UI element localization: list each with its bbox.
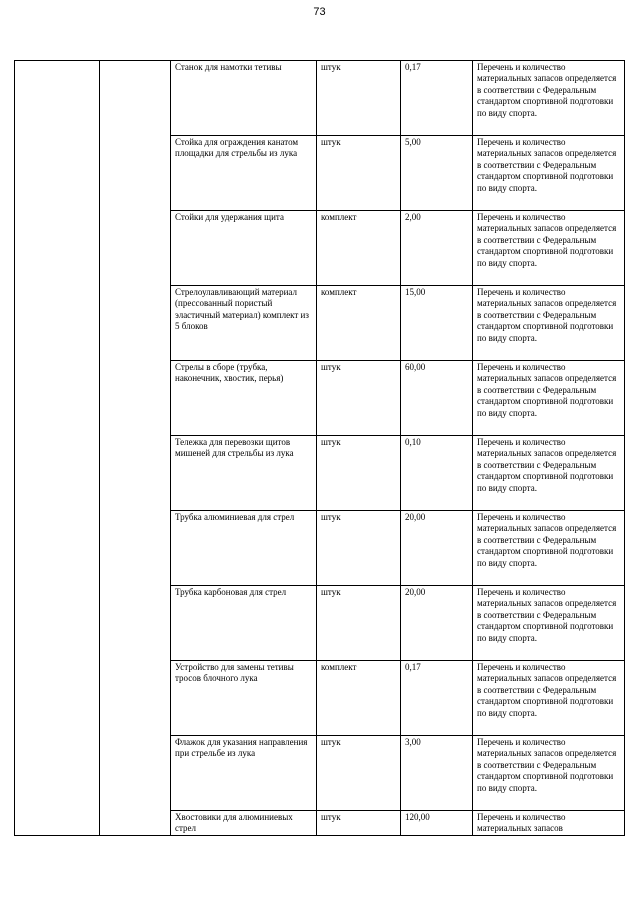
item-name-cell: Тележка для перевозки щитов мишеней для стрельбы из лука (171, 436, 317, 511)
note-cell: Перечень и количество материальных запасов определяется в соответствии с Федеральным стандартом спортивной подготовки по виду спорта. (473, 736, 625, 811)
item-name-cell: Устройство для замены тетивы тросов блочного лука (171, 661, 317, 736)
item-name-cell: Стрелы в сборе (трубка, наконечник, хвостик, перья) (171, 361, 317, 436)
note-cell: Перечень и количество материальных запасов определяется в соответствии с Федеральным стандартом спортивной подготовки по виду спорта. (473, 511, 625, 586)
note-cell: Перечень и количество материальных запасов определяется в соответствии с Федеральным стандартом спортивной подготовки по виду спорта. (473, 436, 625, 511)
empty-cell-col2 (100, 61, 171, 836)
note-cell: Перечень и количество материальных запасов определяется в соответствии с Федеральным стандартом спортивной подготовки по виду спорта. (473, 286, 625, 361)
table-row (15, 61, 625, 136)
unit-cell: штук (317, 61, 401, 136)
quantity-cell: 15,00 (401, 286, 473, 361)
quantity-cell: 0,10 (401, 436, 473, 511)
item-name-cell: Стойка для ограждения канатом площадки для стрельбы из лука (171, 136, 317, 211)
note-cell: Перечень и количество материальных запасов определяется в соответствии с Федеральным стандартом спортивной подготовки по виду спорта. (473, 136, 625, 211)
note-cell: Перечень и количество материальных запасов определяется в соответствии с Федеральным стандартом спортивной подготовки по виду спорта. (473, 361, 625, 436)
quantity-cell: 60,00 (401, 361, 473, 436)
equipment-table (14, 60, 625, 836)
unit-cell: штук (317, 436, 401, 511)
unit-cell: штук (317, 811, 401, 836)
unit-cell: штук (317, 511, 401, 586)
unit-cell: штук (317, 136, 401, 211)
quantity-cell: 120,00 (401, 811, 473, 836)
quantity-cell: 0,17 (401, 61, 473, 136)
quantity-cell: 3,00 (401, 736, 473, 811)
note-cell: Перечень и количество материальных запасов определяется в соответствии с Федеральным стандартом спортивной подготовки по виду спорта. (473, 61, 625, 136)
unit-cell: комплект (317, 661, 401, 736)
unit-cell: комплект (317, 211, 401, 286)
note-cell: Перечень и количество материальных запасов (473, 811, 625, 836)
quantity-cell: 5,00 (401, 136, 473, 211)
unit-cell: штук (317, 586, 401, 661)
item-name-cell: Трубка алюминиевая для стрел (171, 511, 317, 586)
page-number: 73 (313, 6, 326, 18)
item-name-cell: Стрелоулавливающий материал (прессованный пористый эластичный материал) комплект из 5 блоков (171, 286, 317, 361)
unit-cell: штук (317, 736, 401, 811)
unit-cell: комплект (317, 286, 401, 361)
note-cell: Перечень и количество материальных запасов определяется в соответствии с Федеральным стандартом спортивной подготовки по виду спорта. (473, 661, 625, 736)
item-name-cell: Флажок для указания направления при стрельбе из лука (171, 736, 317, 811)
empty-cell-col1 (15, 61, 100, 836)
quantity-cell: 2,00 (401, 211, 473, 286)
note-cell: Перечень и количество материальных запасов определяется в соответствии с Федеральным стандартом спортивной подготовки по виду спорта. (473, 586, 625, 661)
item-name-cell: Хвостовики для алюминиевых стрел (171, 811, 317, 836)
item-name-cell: Станок для намотки тетивы (171, 61, 317, 136)
quantity-cell: 20,00 (401, 586, 473, 661)
quantity-cell: 20,00 (401, 511, 473, 586)
note-cell: Перечень и количество материальных запасов определяется в соответствии с Федеральным стандартом спортивной подготовки по виду спорта. (473, 211, 625, 286)
item-name-cell: Трубка карбоновая для стрел (171, 586, 317, 661)
quantity-cell: 0,17 (401, 661, 473, 736)
item-name-cell: Стойки для удержания щита (171, 211, 317, 286)
unit-cell: штук (317, 361, 401, 436)
